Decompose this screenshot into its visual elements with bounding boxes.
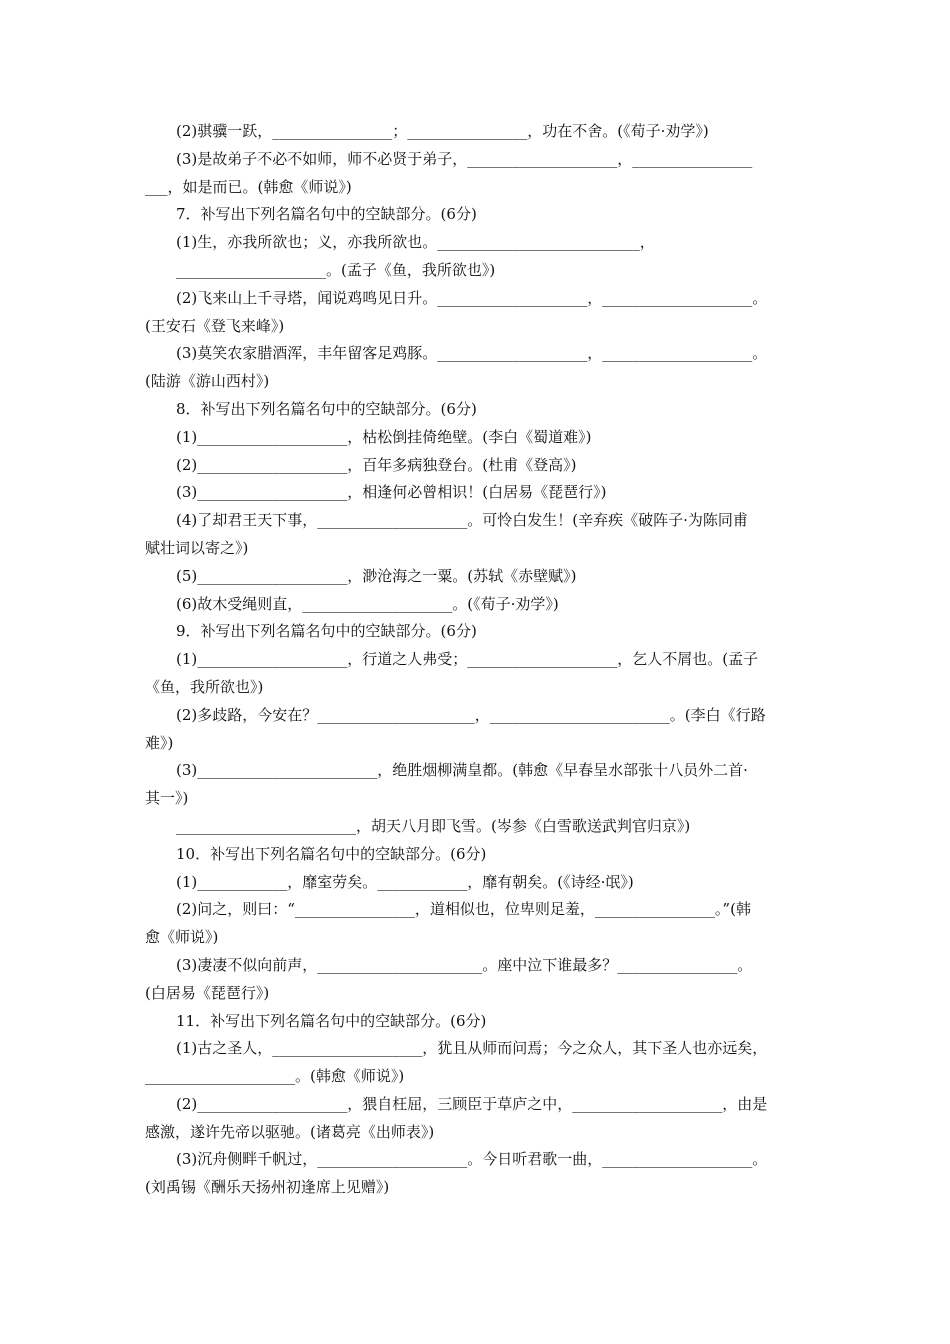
text-line: 10．补写出下列名篇名句中的空缺部分。(6分) [176, 844, 487, 863]
text-line: (2)骐骥一跃，________________；________________，功在不舍。(《荀子·劝学》) [176, 122, 709, 140]
text-line: (1)古之圣人，____________________，犹且从师而问焉；今之众人，其下圣人也亦远矣， [176, 1039, 768, 1058]
text-line: (3)沉舟侧畔千帆过，____________________。今日听君歌一曲，____________________。 [176, 1150, 768, 1169]
text-line: (3)________________________，绝胜烟柳满皇都。(韩愈《早春呈水部张十八员外二首· [176, 761, 748, 780]
text-line: 8．补写出下列名篇名句中的空缺部分。(6分) [176, 399, 477, 418]
text-line: (1)生，亦我所欲也；义，亦我所欲也。___________________________， [176, 233, 655, 252]
text-line: (2)____________________，百年多病独登台。(杜甫《登高》) [176, 455, 577, 474]
text-line: (3)莫笑农家腊酒浑，丰年留客足鸡豚。____________________，____________________。 [176, 344, 768, 363]
text-line: 其一》) [145, 789, 189, 808]
text-line: (2)问之，则曰：“________________，道相似也，位卑则足羞，________________。”(韩 [176, 900, 751, 919]
text-line: (刘禹锡《酬乐天扬州初逢席上见赠》) [145, 1178, 390, 1197]
text-line: 愈《师说》) [145, 928, 219, 947]
text-line: (2)多歧路，今安在？_____________________，________________________。(李白《行路 [176, 705, 766, 724]
text-line: 《鱼，我所欲也》) [145, 677, 264, 696]
text-line: ____________________。(韩愈《师说》) [145, 1067, 405, 1086]
text-line: (白居易《琵琶行》) [145, 983, 270, 1002]
text-line: 7．补写出下列名篇名句中的空缺部分。(6分) [176, 205, 477, 224]
text-line: (2)____________________，猥自枉屈，三顾臣于草庐之中，____________________，由是 [176, 1094, 768, 1113]
text-line: 赋壮词以寄之》) [145, 538, 249, 557]
text-line: (5)____________________，渺沧海之一粟。(苏轼《赤壁赋》) [176, 566, 577, 585]
document-page [145, 118, 809, 1202]
text-line: (1)____________________，枯松倒挂倚绝壁。(李白《蜀道难》) [176, 427, 592, 446]
text-line: (1)____________________，行道之人弗受；____________________，乞人不屑也。(孟子 [176, 650, 759, 669]
text-line: (3)是故弟子不必不如师，师不必贤于弟子，____________________，________________ [176, 149, 753, 168]
text-line: (2)飞来山上千寻塔，闻说鸡鸣见日升。____________________，____________________。 [176, 288, 768, 307]
text-line: (6)故木受绳则直，____________________。(《荀子·劝学》) [176, 594, 559, 613]
text-line: (王安石《登飞来峰》) [145, 316, 285, 335]
text-line: 11．补写出下列名篇名句中的空缺部分。(6分) [176, 1011, 487, 1030]
text-line: 感激，遂许先帝以驱驰。(诸葛亮《出师表》) [145, 1122, 435, 1141]
text-line: (陆游《游山西村》) [145, 372, 270, 391]
text-line: 9．补写出下列名篇名句中的空缺部分。(6分) [176, 622, 477, 641]
text-line: (1)____________，靡室劳矣。____________，靡有朝矣。(《诗经·氓》) [176, 872, 634, 891]
text-line: ___，如是而已。(韩愈《师说》) [145, 177, 352, 196]
text-line: (4)了却君王天下事，____________________。可怜白发生！(辛弃疾《破阵子·为陈同甫 [176, 511, 748, 530]
text-line: (3)____________________，相逢何必曾相识！(白居易《琵琶行》) [176, 483, 607, 502]
text-line: 难》) [145, 733, 174, 752]
text-line: (3)凄凄不似向前声，______________________。座中泣下谁最多？________________。 [176, 955, 753, 974]
text-line: ____________________。(孟子《鱼，我所欲也》) [176, 260, 496, 279]
text-line: ________________________，胡天八月即飞雪。(岑参《白雪歌送武判官归京》) [176, 816, 691, 835]
